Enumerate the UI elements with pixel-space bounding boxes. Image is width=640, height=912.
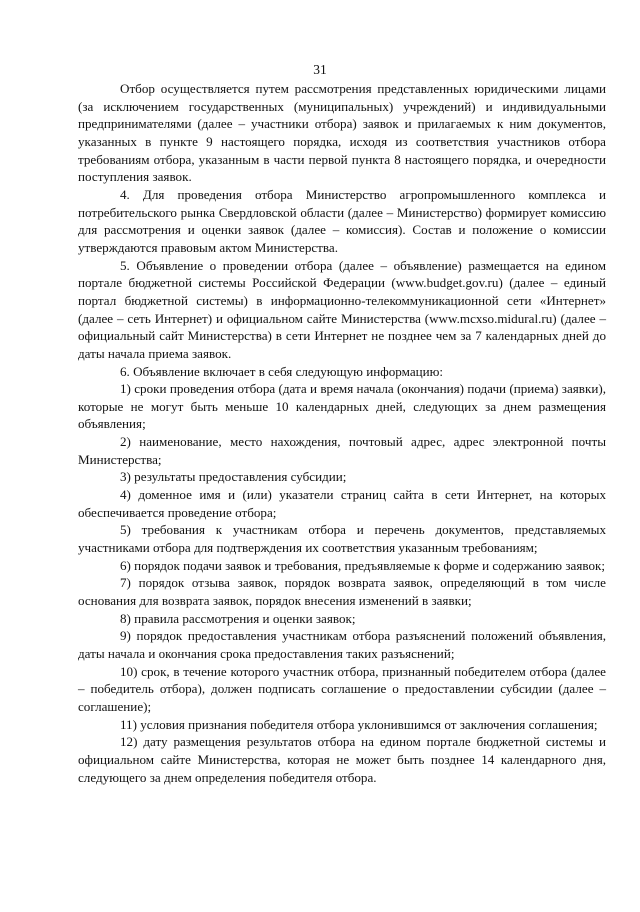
list-item-12: 12) дату размещения результатов отбора на едином портале бюджетной системы и официальном сайте Министерства, которая не может быть позднее 14 календарного дня, следующего за днем определения победителя отбора. (78, 734, 606, 785)
paragraph-5-announcement: 5. Объявление о проведении отбора (далее – объявление) размещается на едином портале бюджетной системы Российской Федерации (www.budget.gov.ru) (далее – единый портал бюджетной системы) в информационно-телекоммуникационной сети «Интернет» (далее – сеть Интернет) и официальном сайте Министерства (www.mcxso.midural.ru) (далее – официальный сайт Министерства) в сети Интернет не позднее чем за 7 календарных дней до даты начала приема заявок. (78, 257, 606, 361)
document-body (78, 80, 606, 786)
list-item-1: 1) сроки проведения отбора (дата и время начала (окончания) подачи (приема) заявки), которые не могут быть меньше 10 календарных дней, следующих за днем размещения объявления; (78, 381, 606, 432)
paragraph-6-announcement-contents: 6. Объявление включает в себя следующую информацию: (120, 363, 444, 379)
list-item-5: 5) требования к участникам отбора и перечень документов, представляемых участниками отбора для подтверждения их соответствия указанным требованиям; (78, 522, 606, 556)
list-item-11: 11) условия признания победителя отбора уклонившимся от заключения соглашения; (120, 716, 598, 732)
list-item-7: 7) порядок отзыва заявок, порядок возврата заявок, определяющий в том числе основания для возврата заявок, порядок внесения изменений в заявки; (78, 575, 606, 609)
list-item-3: 3) результаты предоставления субсидии; (120, 469, 347, 485)
page-number: 31 (313, 62, 327, 77)
paragraph-4-commission: 4. Для проведения отбора Министерство агропромышленного комплекса и потребительского рынка Свердловской области (далее – Министерство) формирует комиссию для рассмотрения и оценки заявок (далее – комиссия). Состав и положение о комиссии утверждаются правовым актом Министерства. (78, 186, 606, 255)
list-item-2: 2) наименование, место нахождения, почтовый адрес, адрес электронной почты Министерства; (78, 434, 606, 467)
list-item-4: 4) доменное имя и (или) указатели страниц сайта в сети Интернет, на которых обеспечивается проведение отбора; (78, 487, 606, 520)
paragraph-selection-procedure: Отбор осуществляется путем рассмотрения представленных юридическими лицами (за исключением государственных (муниципальных) учреждений) и индивидуальными предпринимателями (далее – участники отбора) заявок и прилагаемых к ним документов, указанных в пункте 9 настоящего порядка, исходя из соответствия участников отбора требованиям отбора, указанным в части первой пункта 8 настоящего порядка, и очередности поступления заявок. (78, 81, 606, 185)
list-item-8: 8) правила рассмотрения и оценки заявок; (120, 610, 356, 626)
list-item-6: 6) порядок подачи заявок и требования, предъявляемые к форме и содержанию заявок; (120, 557, 605, 573)
list-item-9: 9) порядок предоставления участникам отбора разъяснений положений объявления, даты начала и окончания срока предоставления таких разъяснений; (78, 628, 606, 661)
list-item-10: 10) срок, в течение которого участник отбора, признанный победителем отбора (далее – победитель отбора), должен подписать соглашение о предоставлении субсидии (далее – соглашение); (78, 663, 606, 714)
